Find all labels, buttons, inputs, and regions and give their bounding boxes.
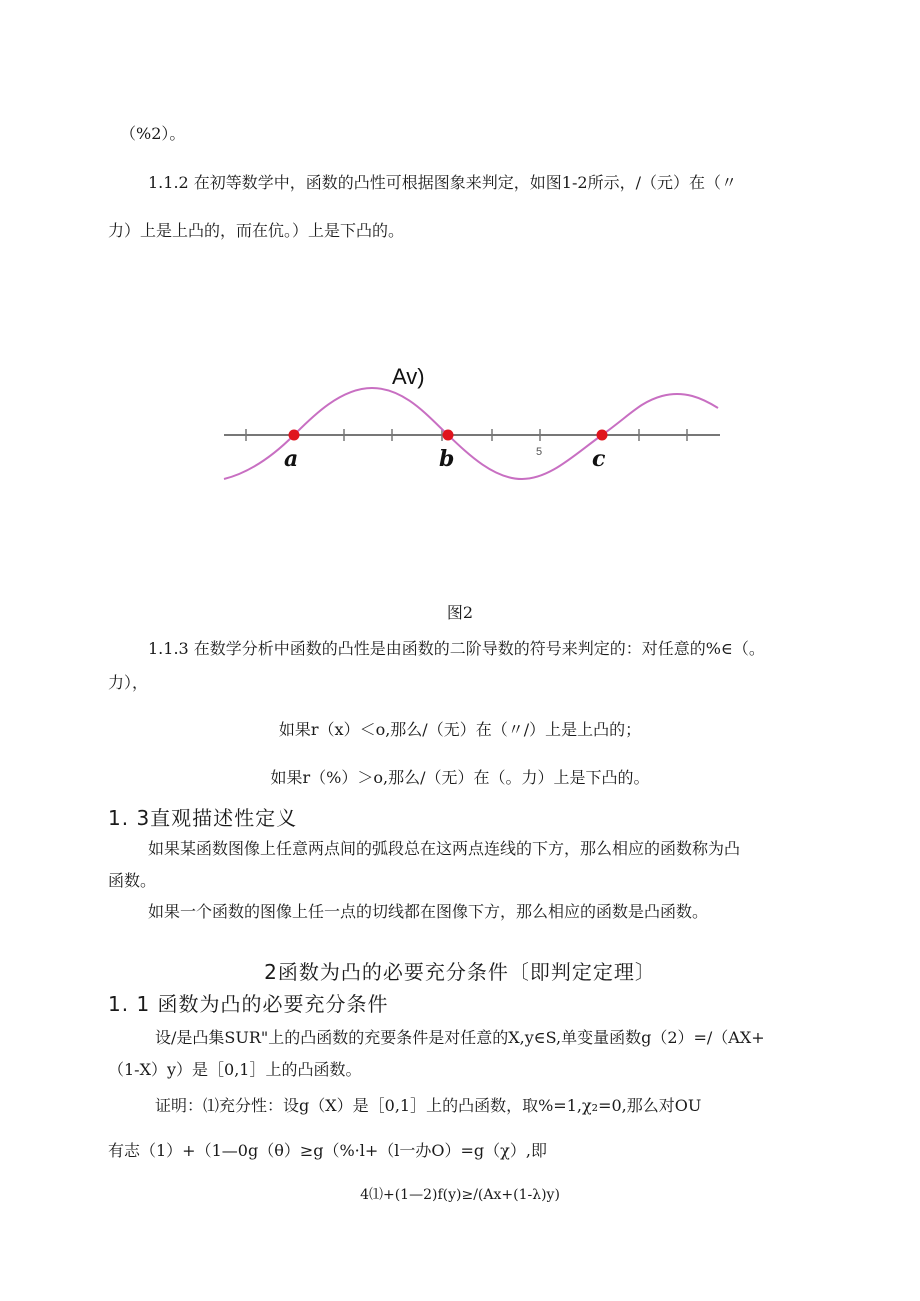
point-c-label: c — [592, 446, 606, 472]
convexity-figure — [222, 360, 722, 490]
point-a-marker — [289, 430, 300, 441]
text-line-1: （%2）。 — [120, 124, 186, 143]
condition-concave: 如果r（x）＜o,那么/（无）在（〃/）上是上凸的； — [278, 720, 642, 739]
section-heading-1-1: 1. 1 函数为凸的必要充分条件 — [108, 992, 389, 1016]
theorem-statement-cont: （1-X）y）是［0,1］上的凸函数。 — [108, 1060, 362, 1079]
tick-label-5: 5 — [536, 446, 543, 458]
paragraph-1-1-3: 1.1.3 在数学分析中函数的凸性是由函数的二阶导数的符号来判定的：对任意的%∈（。 — [148, 639, 765, 658]
paragraph-1-1-2: 1.1.2 在初等数学中，函数的凸性可根据图象来判定，如图1-2所示，/（元）在（〃 — [148, 173, 737, 192]
paragraph-1-1-2-cont: 力）上是上凸的，而在伉。）上是下凸的。 — [108, 221, 405, 240]
chapter-heading-2: 2函数为凸的必要充分条件〔即判定定理〕 — [264, 960, 656, 984]
point-c-marker — [597, 430, 608, 441]
point-b-marker — [443, 430, 454, 441]
proof-inequality: 4⑴+(1—2)f(y)≥/(Ax+(1-λ)y) — [360, 1187, 560, 1203]
definition-2: 如果一个函数的图像上任一点的切线都在图像下方，那么相应的函数是凸函数。 — [148, 902, 709, 921]
paragraph-1-1-3-cont: 力）， — [108, 673, 149, 692]
definition-1: 如果某函数图像上任意两点间的弧段总在这两点连线的下方，那么相应的函数称为凸 — [148, 839, 741, 858]
proof-line-1: 证明：⑴充分性：设g（X）是［0,1］上的凸函数，取%=1,χ₂=0,那么对OU — [155, 1096, 702, 1115]
point-a-label: a — [284, 446, 299, 472]
condition-convex: 如果r（%）＞o,那么/（无）在（。力）上是下凸的。 — [270, 768, 650, 787]
function-label: Av) — [392, 364, 425, 389]
definition-1-cont: 函数。 — [108, 871, 157, 890]
theorem-statement: 设/是凸集SUR"上的凸函数的充要条件是对任意的X,y∈S,单变量函数g（2）=/（AX+ — [155, 1028, 765, 1047]
figure-caption: 图2 — [446, 603, 474, 622]
proof-line-2: 有志（1）+（1—0g（θ）≥g（%·l+（l一办O）=g（χ）,即 — [108, 1141, 547, 1160]
point-b-label: b — [439, 446, 455, 472]
section-heading-1-3: 1. 3直观描述性定义 — [108, 806, 298, 830]
